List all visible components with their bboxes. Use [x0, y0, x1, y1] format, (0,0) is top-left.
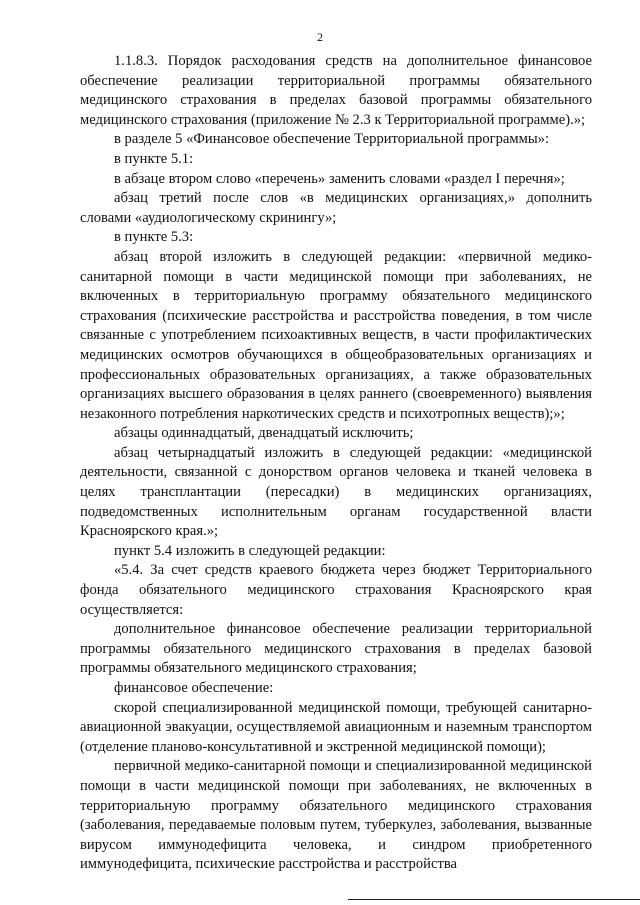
paragraph-emergency-care: скорой специализированной медицинской помощи, требующей санитарно-авиационной эвакуации, осуществляемой авиационным и наземным транспортом (отделение планово-консультативной и экстренной медицинской помощи); — [80, 699, 592, 755]
paragraph-point-5-4: пункт 5.4 изложить в следующей редакции: — [114, 542, 386, 559]
paragraph-abzac-second-new-text: абзац второй изложить в следующей редакции: «первичной медико-санитарной помощи в части медицинской помощи при заболеваниях, не включенных в территориальную программу обязательного медицинского страхования (психические расстройства и расстройства поведения, в том числе связанные с употреблением психоактивных веществ, в части профилактических медицинских осмотров обучающихся в общеобразовательных организациях и профессиональных образовательных организациях, а также образовательных организациях высшего образования в целях раннего (своевременного) выявления незаконного потребления наркотических средств и психотропных веществ);»; — [80, 248, 592, 422]
page-number: 2 — [317, 30, 323, 44]
paragraph-abzac-third: абзац третий после слов «в медицинских организациях,» дополнить словами «аудиологическому скринингу»; — [80, 190, 592, 226]
scan-edge-line — [348, 899, 640, 900]
paragraph-funding: финансовое обеспечение: — [114, 680, 274, 696]
paragraph-additional-funding: дополнительное финансовое обеспечение реализации территориальной программы обязательного медицинского страхования в пределах базовой программы обязательного медицинского страхования; — [80, 621, 592, 677]
paragraph-primary-care: первичной медико-санитарной помощи и специализированной медицинской помощи в части медицинской помощи при заболеваниях, не включенных в территориальную программу обязательного медицинского страхования (заболевания, передаваемые половым путем, туберкулез, заболевания, вызванные вирусом иммунодефицита человека, и синдром приобретенного иммунодефицита, психические расстройства и расстройства — [80, 758, 592, 873]
paragraph-exclude: абзацы одиннадцатый, двенадцатый исключить; — [114, 425, 414, 442]
paragraph-point-5-1: в пункте 5.1: — [114, 150, 194, 167]
paragraph-5-4-text: «5.4. За счет средств краевого бюджета через бюджет Территориального фонда обязательного медицинского страхования Красноярского края осуществляется: — [80, 562, 592, 618]
paragraph-point-5-3: в пункте 5.3: — [114, 229, 194, 246]
paragraph-section-5: в разделе 5 «Финансовое обеспечение Территориальной программы»: — [114, 131, 550, 148]
document-body — [80, 52, 592, 875]
paragraph-abzac-second: в абзаце втором слово «перечень» заменить словами «раздел I перечня»; — [114, 170, 565, 187]
paragraph-1-1-8-3: 1.1.8.3. Порядок расходования средств на дополнительное финансовое обеспечение реализации территориальной программы обязательного медицинского страхования в пределах базовой программы обязательного медицинского страхования (приложение № 2.3 к Территориальной программе).»; — [80, 53, 592, 128]
paragraph-abzac-fourteenth: абзац четырнадцатый изложить в следующей редакции: «медицинской деятельности, связанной с донорством органов человека и тканей человека в целях трансплантации (пересадки) в медицинских организациях, подведомственных исполнительным органам государственной власти Красноярского края.»; — [80, 444, 592, 540]
